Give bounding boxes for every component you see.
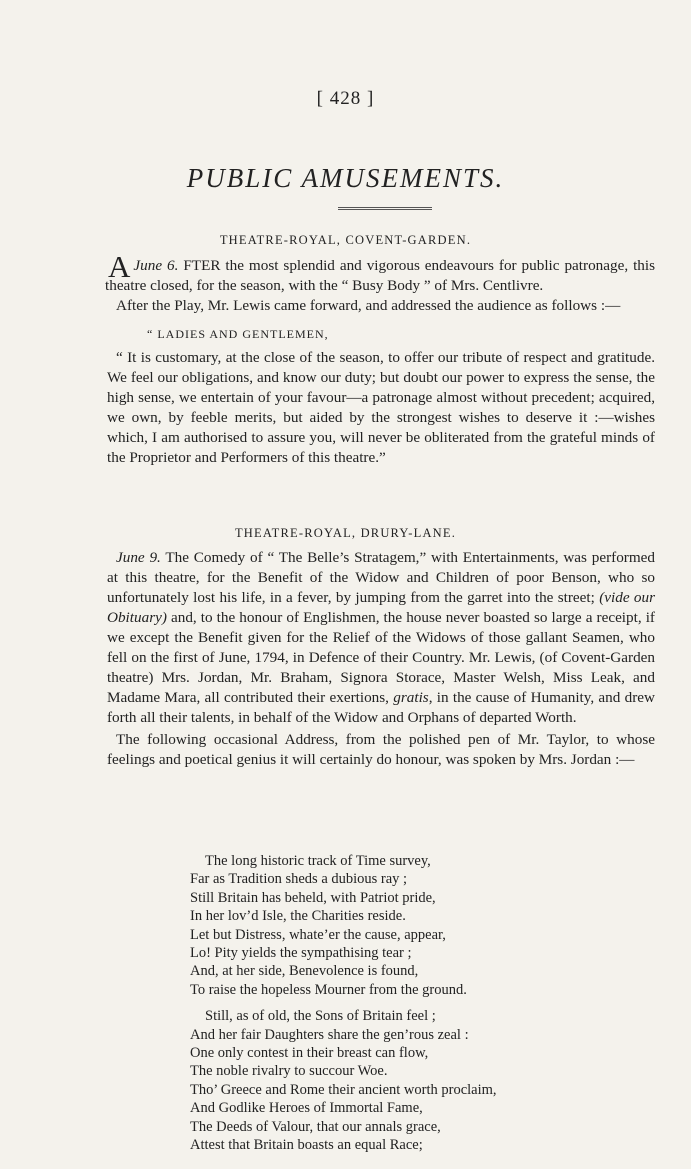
drury-lane-paragraph [107,548,655,728]
section-heading-covent-garden: THEATRE-ROYAL, COVENT-GARDEN. [219,233,472,247]
poem-line: Far as Tradition sheds a dubious ray ; [190,871,408,888]
paragraph-text: FTER the most splendid and vigorous endeavours for public patronage, this theatre closed, for the season, with the “ Busy Body ” of Mrs. Centlivre. [105,257,656,294]
poem-line: Lo! Pity yields the sympathising tear ; [190,945,412,962]
paragraph-text: , in the cause of Humanity, and drew forth all their talents, in behalf of the Widow and Orphans of departed Worth. [107,689,655,726]
covent-garden-paragraph [105,249,656,296]
date-label: June 9. [116,549,161,566]
poem-line: Still, as of old, the Sons of Britain feel ; [205,1008,436,1025]
poem-line: And, at her side, Benevolence is found, [190,963,419,980]
poem-line: The noble rivalry to succour Woe. [190,1063,388,1080]
salutation: “ LADIES AND GENTLEMEN, [147,327,329,341]
drury-lane-section [107,548,655,770]
obituary-reference: (vide our Obituary) [107,589,655,626]
poem-line: Tho’ Greece and Rome their ancient worth proclaim, [190,1081,497,1098]
covent-garden-section [105,249,656,468]
poem [190,852,630,1155]
paragraph-text: The following occasional Address, from the polished pen of Mr. Taylor, to whose feelings and poetical genius it will certainly do honour, was spoken by Mrs. Jordan :— [107,731,655,768]
poem-line: Let but Distress, whate’er the cause, appear, [190,926,446,943]
gratis-word: gratis [393,689,429,706]
poem-line: And Godlike Heroes of Immortal Fame, [190,1100,423,1117]
poem-line: In her lov’d Isle, the Charities reside. [190,908,406,925]
poem-line: The long historic track of Time survey, [205,853,431,869]
paragraph-text: After the Play, Mr. Lewis came forward, and addressed the audience as follows :— [116,297,621,314]
date-label: June 6. [133,257,179,274]
address-text: “ It is customary, at the close of the season, to offer our tribute of respect and gratitude. We feel our obligations, and know our duty; but doubt our power to express the sense, the high sense, we entertain of your favour—a patronage almost without precedent; acquired, we own, by feeble merits, but aided by the strongest wishes to deserve it :—wishes which, I am authorised to assure you, will never be obliterated from the grateful minds of the Proprietor and Performers of this theatre.” [107,349,655,466]
poem-line: The Deeds of Valour, that our annals grace, [190,1118,441,1135]
section-heading-drury-lane: THEATRE-ROYAL, DRURY-LANE. [234,526,457,540]
paragraph-text: and, to the honour of Englishmen, the house never boasted so large a receipt, if we except the Benefit given for the Relief of the Widows of those gallant Seamen, who fell on the first of June, 1794, in Defence of their Country. Mr. Lewis, (of Covent-Garden theatre) Mrs. Jordan, Mr. Braham, Signora Storace, Master Welsh, Miss Leak, and Madame Mara, all contributed their exertions, [107,609,655,706]
poem-line: One only contest in their breast can flow, [190,1045,429,1062]
poem-line: To raise the hopeless Mourner from the ground. [190,981,467,998]
poem-line: And her fair Daughters share the gen’rous zeal : [190,1026,469,1043]
page-title: PUBLIC AMUSEMENTS. [186,163,505,193]
drop-cap: A [108,249,131,284]
poem-line: Still Britain has beheld, with Patriot pride, [190,889,436,906]
paragraph-text: The Comedy of “ The Belle’s Stratagem,” with Entertainments, was performed at this theatre, for the Benefit of the Widow and Children of poor Benson, who so unfortunately lost his life, in a fever, by jumping from the garret into the street; [107,549,655,606]
title-divider [338,207,432,210]
poem-line: Attest that Britain boasts an equal Race; [190,1137,423,1154]
page-number: [ 428 ] [316,88,375,109]
